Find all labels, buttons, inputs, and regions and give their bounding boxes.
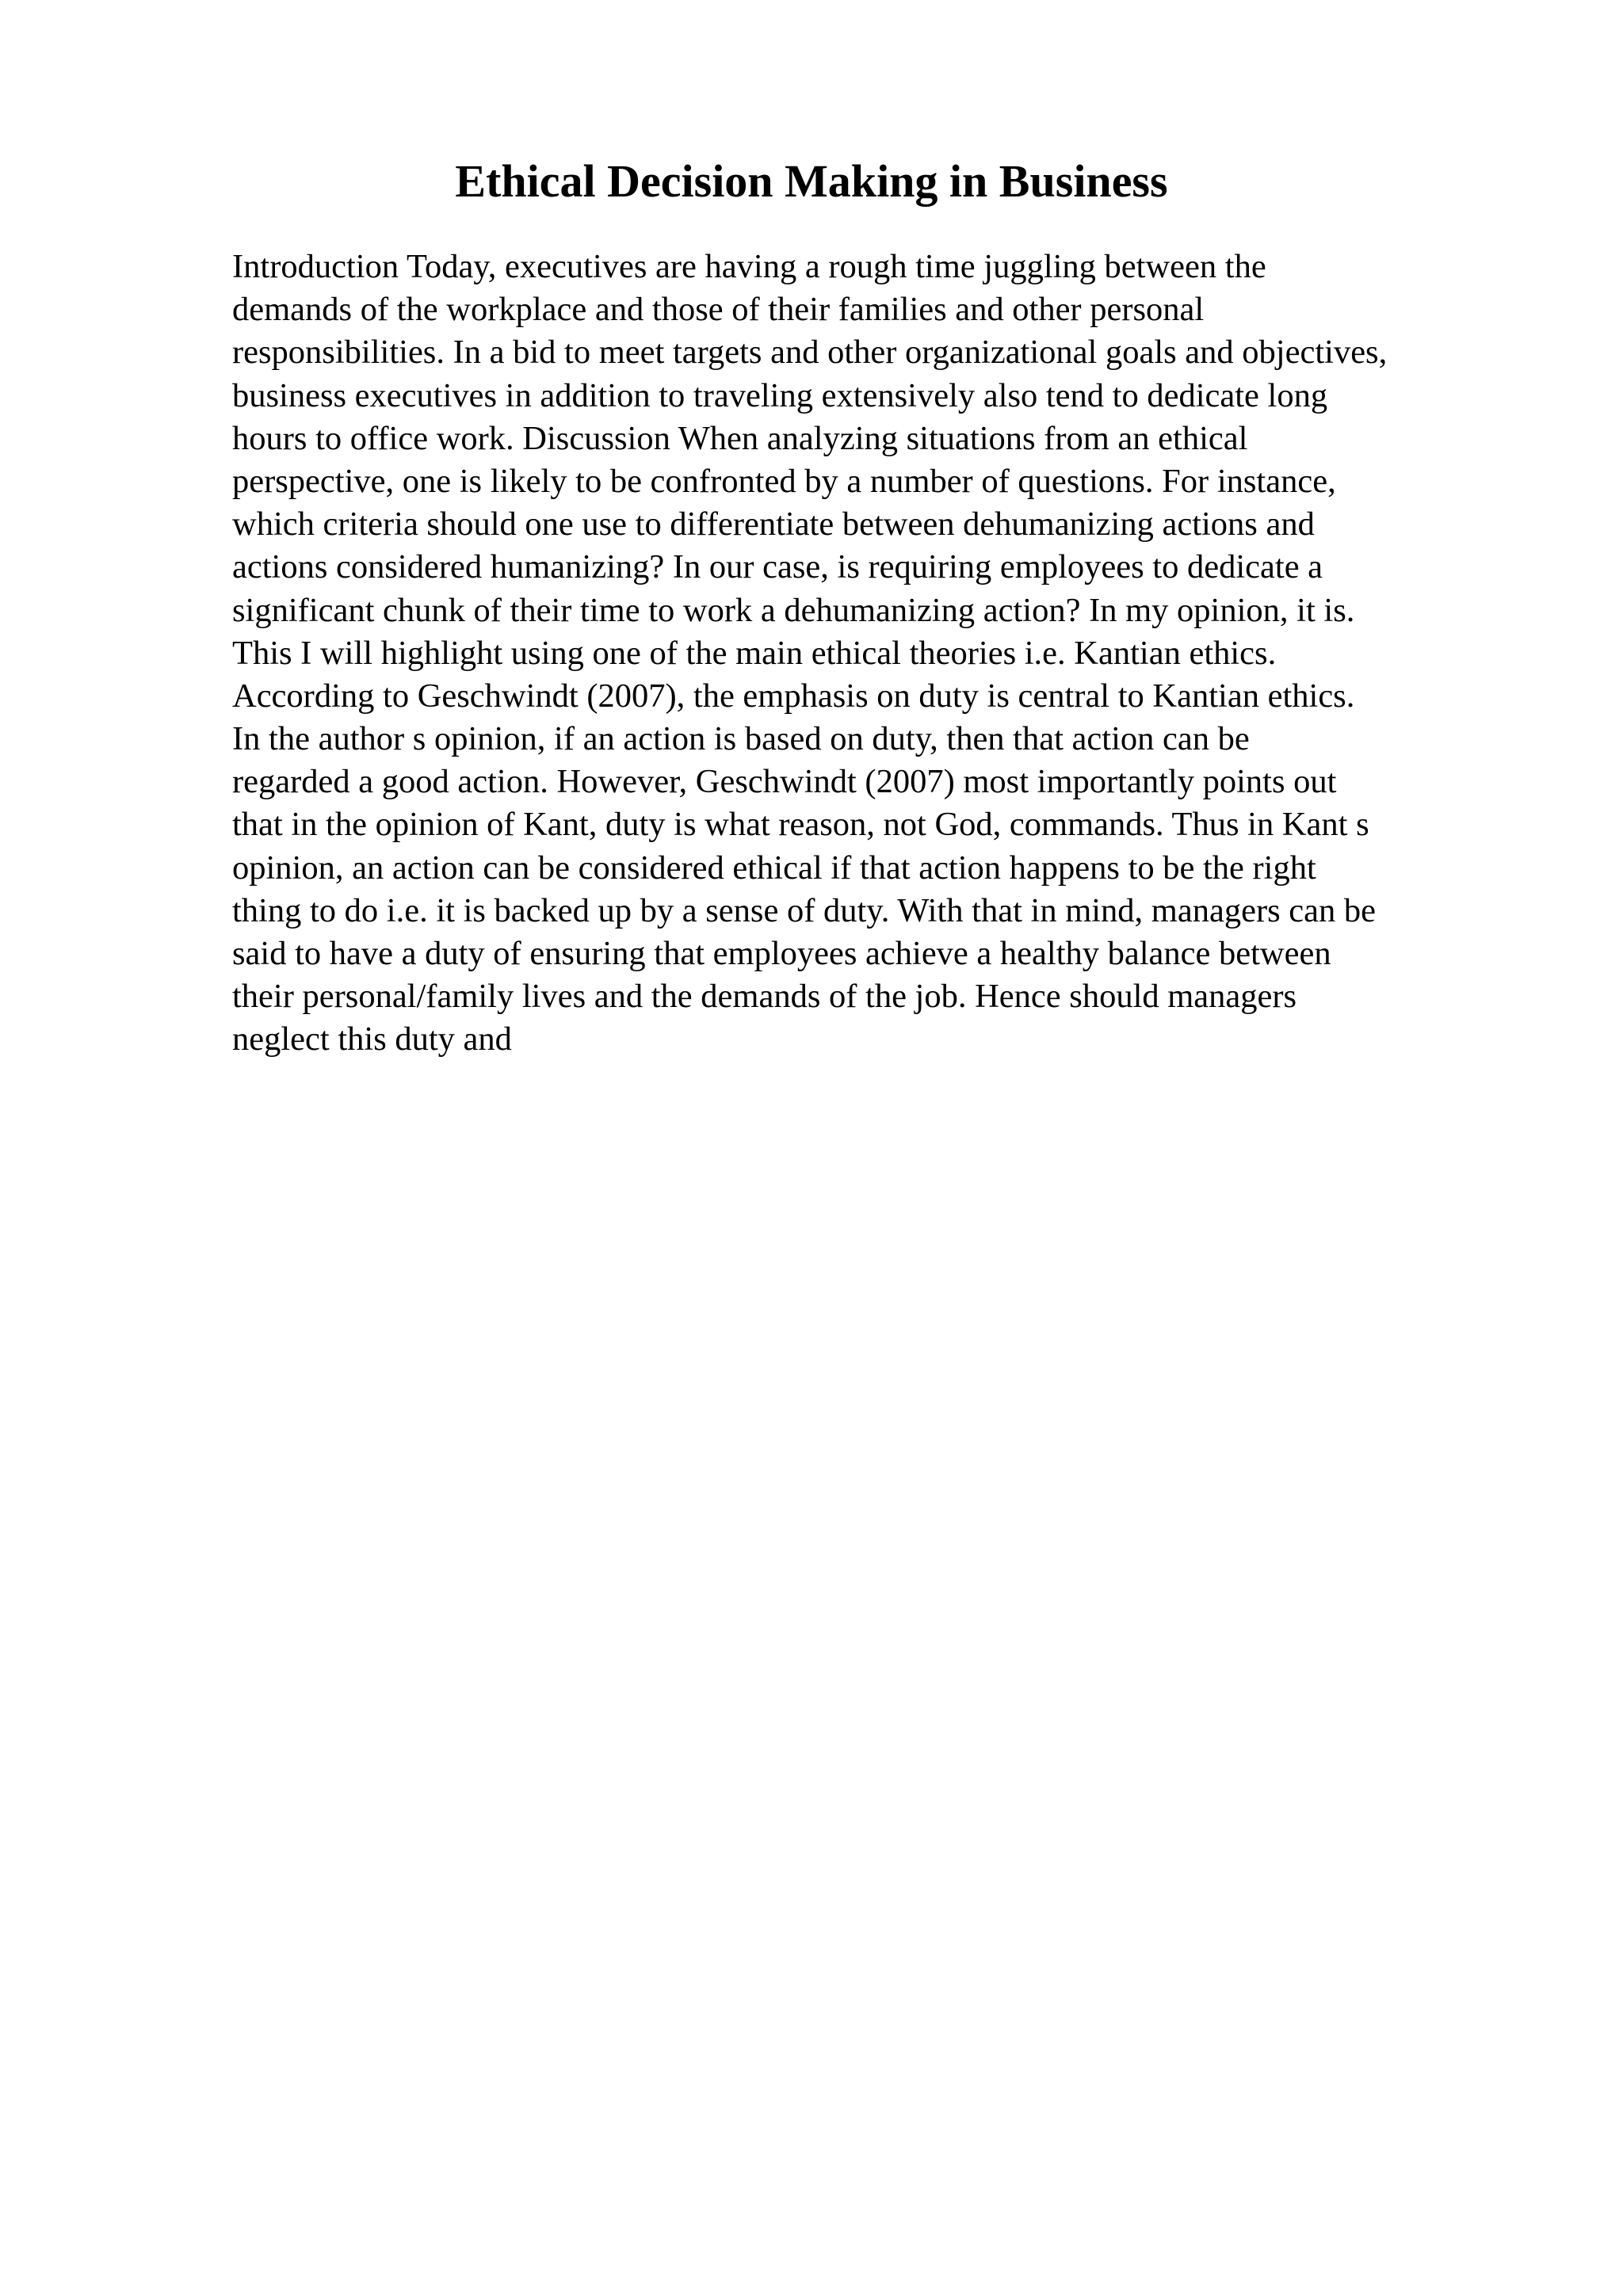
body-line: hours to office work. Discussion When analyzing situations from an ethical [232, 419, 1248, 457]
body-line: demands of the workplace and those of their families and other personal [232, 291, 1205, 329]
body-line: their personal/family lives and the demands of the job. Hence should managers [232, 978, 1297, 1016]
body-line: neglect this duty and [232, 1020, 512, 1058]
body-line: This I will highlight using one of the main ethical theories i.e. Kantian ethics. [232, 634, 1277, 672]
body-line: responsibilities. In a bid to meet targets and other organizational goals and objectives, [232, 334, 1388, 372]
body-line: significant chunk of their time to work a dehumanizing action? In my opinion, it is. [232, 591, 1355, 629]
body-line: opinion, an action can be considered ethical if that action happens to be the right [232, 849, 1316, 887]
body-line: that in the opinion of Kant, duty is what reason, not God, commands. Thus in Kant s [232, 806, 1369, 844]
body-line: business executives in addition to traveling extensively also tend to dedicate long [232, 376, 1328, 414]
body-line: regarded a good action. However, Geschwindt (2007) most importantly points out [232, 763, 1337, 801]
body-line: which criteria should one use to differentiate between dehumanizing actions and [232, 505, 1315, 543]
document-body [232, 246, 1595, 1062]
body-line: In the author s opinion, if an action is based on duty, then that action can be [232, 720, 1250, 758]
body-line: According to Geschwindt (2007), the emphasis on duty is central to Kantian ethics. [232, 677, 1355, 715]
body-line: thing to do i.e. it is backed up by a sense of duty. With that in mind, managers can be [232, 891, 1376, 929]
body-line: actions considered humanizing? In our case, is requiring employees to dedicate a [232, 548, 1323, 586]
body-line: said to have a duty of ensuring that employees achieve a healthy balance between [232, 935, 1331, 972]
document-title: Ethical Decision Making in Business [455, 155, 1168, 207]
body-line: perspective, one is likely to be confronted by a number of questions. For instance, [232, 462, 1336, 500]
body-line: Introduction Today, executives are having a rough time juggling between the [232, 248, 1266, 285]
